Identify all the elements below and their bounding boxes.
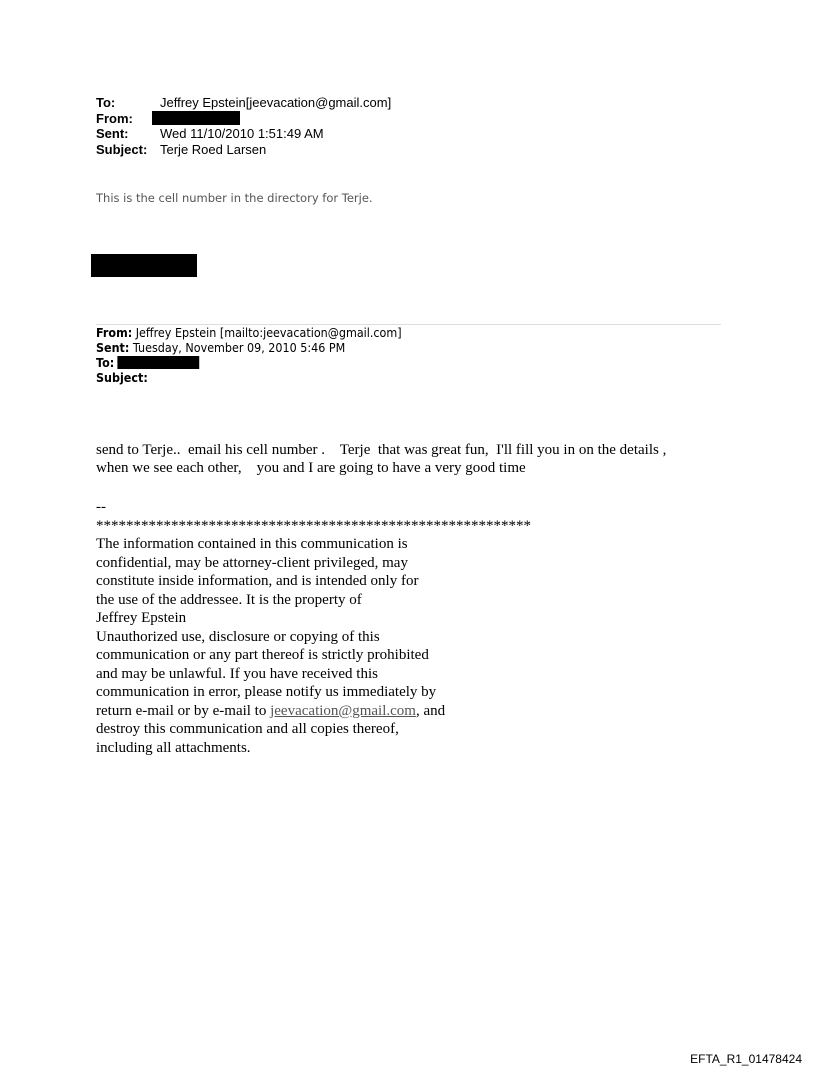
redaction-box xyxy=(91,254,197,277)
to-value: Jeffrey Epstein[jeevacation@gmail.com] xyxy=(160,95,392,110)
subject-label: Subject: xyxy=(96,141,148,157)
header-to-row xyxy=(96,95,391,111)
fwd-sent-label: Sent: xyxy=(96,341,130,355)
fwd-from-value: Jeffrey Epstein [mailto:jeevacation@gmail.com] xyxy=(135,326,402,340)
message-line: send to Terje.. email his cell number . Terje that was great fun, I'll fill you in on the details , xyxy=(96,442,667,458)
signature-line: The information contained in this communication is xyxy=(96,536,408,552)
fwd-sent-row xyxy=(96,341,402,356)
forwarded-header xyxy=(96,326,402,386)
fwd-from-row xyxy=(96,326,402,341)
message-line: when we see each other, you and I are going to have a very good time xyxy=(96,460,526,476)
signature-line: communication or any part thereof is strictly prohibited xyxy=(96,647,429,663)
signature-line: destroy this communication and all copies thereof, xyxy=(96,721,399,737)
return-suffix: , and xyxy=(415,702,446,719)
intro-text: This is the cell number in the directory for Terje. xyxy=(96,191,373,205)
subject-value: Terje Roed Larsen xyxy=(160,141,267,157)
fwd-sent-value: Tuesday, November 09, 2010 5:46 PM xyxy=(132,341,346,355)
fwd-to-label: To: xyxy=(96,356,115,370)
signature-line: Jeffrey Epstein xyxy=(96,610,187,626)
email-link[interactable]: jeevacation@gmail.com xyxy=(270,702,416,719)
signature-dashes: -- xyxy=(96,499,106,515)
fwd-subject-row xyxy=(96,371,402,386)
document-id: EFTA_R1_01478424 xyxy=(690,1052,802,1066)
signature-line: constitute inside information, and is intended only for xyxy=(96,573,419,589)
sent-value: Wed 11/10/2010 1:51:49 AM xyxy=(160,126,324,141)
signature-return-line xyxy=(96,702,531,721)
fwd-subject-label: Subject: xyxy=(96,371,148,385)
header-subject-row xyxy=(96,142,391,158)
signature-stars: ********************************************************** xyxy=(96,517,531,534)
redaction-box xyxy=(152,111,240,125)
divider xyxy=(96,324,721,325)
header-from-row xyxy=(96,111,391,127)
signature-line: and may be unlawful. If you have received this xyxy=(96,665,378,682)
signature-line: including all attachments. xyxy=(96,739,251,756)
from-label: From: xyxy=(96,110,133,126)
return-prefix: return e-mail or by e-mail to xyxy=(96,702,271,719)
fwd-to-row xyxy=(96,356,402,371)
signature-block xyxy=(96,498,531,757)
signature-line: the use of the addressee. It is the property of xyxy=(96,591,362,608)
redaction-box xyxy=(118,356,200,369)
fwd-from-label: From: xyxy=(96,326,133,340)
message-body xyxy=(96,441,736,477)
signature-line: confidential, may be attorney-client privileged, may xyxy=(96,554,408,571)
signature-line: Unauthorized use, disclosure or copying of this xyxy=(96,628,380,645)
email-header xyxy=(96,95,391,157)
header-sent-row xyxy=(96,126,391,142)
signature-line: communication in error, please notify us immediately by xyxy=(96,684,437,700)
sent-label: Sent: xyxy=(96,126,129,141)
to-label: To: xyxy=(96,95,116,110)
